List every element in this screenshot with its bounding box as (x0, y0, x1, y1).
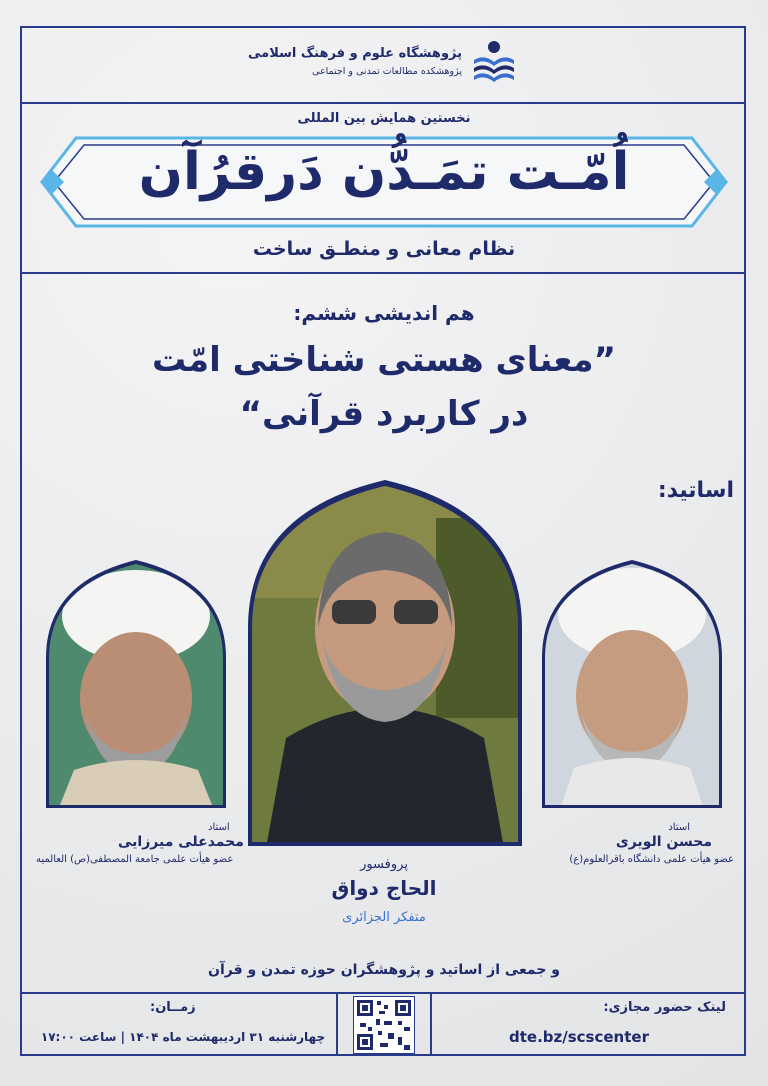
divider-footer (20, 992, 746, 994)
session-label: هم اندیشی ششم: (293, 301, 475, 325)
speaker-right-affiliation: عضو هیأت علمی دانشگاه باقرالعلوم(ع) (569, 854, 734, 865)
speaker-right-portrait (540, 558, 724, 810)
time-value: چهارشنبه ۳۱ اردیبهشت ماه ۱۴۰۴ | ساعت ۱۷:۰۰ (40, 1030, 326, 1044)
speaker-center-title: پروفسور (360, 857, 408, 872)
divider-middle (20, 272, 746, 274)
book-people-logo-icon (468, 38, 520, 90)
speaker-right-name: محسن الویری (615, 834, 712, 850)
conference-subtitle: نخستین همایش بین المللی (297, 111, 471, 126)
speakers-heading: اساتید: (657, 478, 734, 503)
conference-tagline: نظام معانی و منطـق ساخت (252, 238, 516, 260)
speaker-center-portrait (246, 478, 524, 848)
speaker-left-affiliation: عضو هیأت علمی جامعة المصطفی(ص) العالمیه (36, 854, 234, 865)
title-banner (36, 132, 732, 232)
institute-logo (250, 38, 520, 92)
others-note: و جمعی از اساتید و پژوهشگران حوزه تمدن و قرآن (208, 962, 560, 978)
virtual-link-label: لینک حضور مجازی: (603, 1000, 726, 1015)
session-topic-line1: ”معنای هستی شناختی امّت (152, 340, 616, 380)
speaker-right-title: استاد (668, 822, 690, 833)
speaker-center-affiliation: متفکر الجزائری (342, 910, 426, 925)
speaker-left-portrait (44, 558, 228, 810)
speaker-left-title: استاد (208, 822, 230, 833)
institute-subname: پژوهشکده مطالعات تمدنی و اجتماعی (312, 66, 462, 77)
virtual-link-value[interactable]: dte.bz/scscenter (509, 1028, 649, 1046)
time-label: زمــان: (150, 1000, 196, 1015)
institute-name: پژوهشگاه علوم و فرهنگ اسلامی (248, 46, 462, 61)
speaker-left-name: محمدعلی میرزایی (118, 834, 244, 850)
conference-title: اُمّـت تمَـدُّن دَرقرُآن (138, 142, 630, 202)
divider-top (20, 102, 746, 104)
qr-code-icon[interactable] (353, 996, 415, 1054)
session-topic-line2: در کاربرد قرآنی“ (239, 394, 529, 434)
footer-divider-right (430, 992, 432, 1056)
footer-divider-left (336, 992, 338, 1056)
speaker-center-name: الحاج دواق (331, 876, 437, 900)
